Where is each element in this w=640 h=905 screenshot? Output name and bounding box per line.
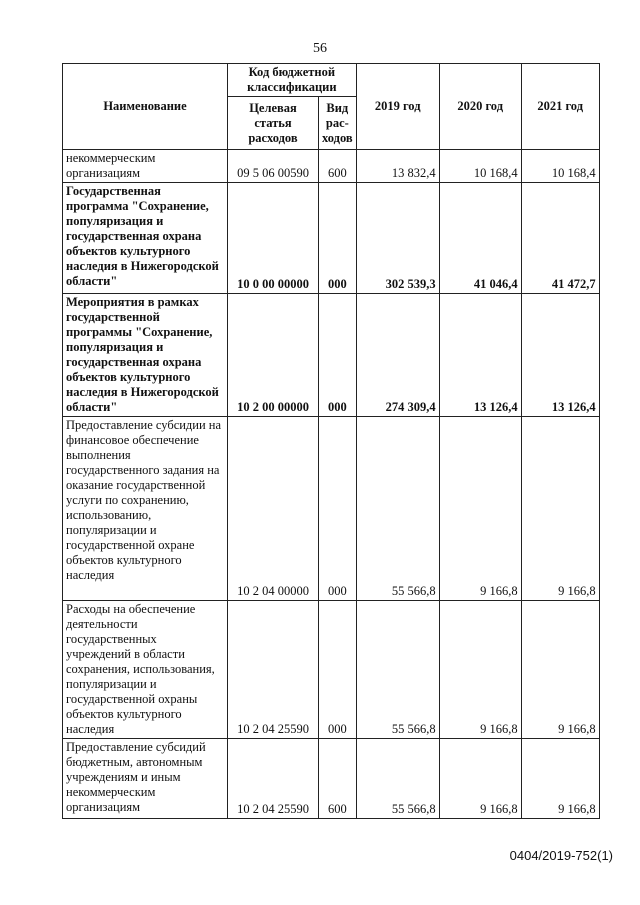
row-value-2021: 10 168,4	[521, 150, 599, 183]
table-row	[63, 739, 600, 819]
row-target-article: 10 0 00 00000	[228, 183, 319, 294]
header-expense-type: Вид рас-ходов	[319, 97, 357, 150]
table-row	[63, 294, 600, 417]
row-value-2021: 9 166,8	[521, 601, 599, 739]
row-value-2020: 10 168,4	[439, 150, 521, 183]
row-target-article: 10 2 04 25590	[228, 601, 319, 739]
row-value-2020: 9 166,8	[439, 739, 521, 819]
row-name: Государственная программа "Сохранение, популяризация и государственная охрана объектов культурного наследия в Нижегородской области"	[63, 183, 228, 294]
header-target-article: Целевая статья расходов	[228, 97, 319, 150]
row-value-2019: 55 566,8	[356, 601, 439, 739]
row-value-2019: 55 566,8	[356, 739, 439, 819]
header-2021: 2021 год	[521, 64, 599, 150]
page-number: 56	[313, 41, 327, 56]
row-value-2019: 302 539,3	[356, 183, 439, 294]
row-name: Расходы на обеспечение деятельности государственных учреждений в области сохранения, использования, популяризации и государственной охраны объектов культурного наследия	[63, 601, 228, 739]
row-expense-type: 600	[319, 739, 357, 819]
budget-table	[62, 63, 600, 819]
row-expense-type: 600	[319, 150, 357, 183]
row-target-article: 10 2 04 25590	[228, 739, 319, 819]
table-row	[63, 183, 600, 294]
row-value-2021: 41 472,7	[521, 183, 599, 294]
row-target-article: 09 5 06 00590	[228, 150, 319, 183]
row-value-2021: 9 166,8	[521, 739, 599, 819]
header-name: Наименование	[63, 64, 228, 150]
row-value-2021: 9 166,8	[521, 417, 599, 601]
row-name: Предоставление субсидий бюджетным, автономным учреждениям и иным некоммерческим организациям	[63, 739, 228, 819]
row-value-2019: 55 566,8	[356, 417, 439, 601]
row-value-2021: 13 126,4	[521, 294, 599, 417]
row-name: Предоставление субсидии на финансовое обеспечение выполнения государственного задания на оказание государственной услуги по сохранению, использованию, популяризации и государственной охране объектов культурного наследия	[63, 417, 228, 601]
row-value-2019: 274 309,4	[356, 294, 439, 417]
header-2020: 2020 год	[439, 64, 521, 150]
row-value-2020: 9 166,8	[439, 417, 521, 601]
row-expense-type: 000	[319, 601, 357, 739]
row-value-2020: 41 046,4	[439, 183, 521, 294]
row-expense-type: 000	[319, 417, 357, 601]
header-2019: 2019 год	[356, 64, 439, 150]
table-header	[63, 64, 600, 150]
table-row	[63, 601, 600, 739]
row-value-2019: 13 832,4	[356, 150, 439, 183]
document-number: 0404/2019-752(1)	[509, 848, 613, 863]
row-target-article: 10 2 04 00000	[228, 417, 319, 601]
table-row	[63, 417, 600, 601]
row-expense-type: 000	[319, 294, 357, 417]
row-target-article: 10 2 00 00000	[228, 294, 319, 417]
table-row	[63, 150, 600, 183]
row-name: некоммерческим организациям	[63, 150, 228, 183]
row-value-2020: 13 126,4	[439, 294, 521, 417]
row-expense-type: 000	[319, 183, 357, 294]
row-value-2020: 9 166,8	[439, 601, 521, 739]
row-name: Мероприятия в рамках государственной программы "Сохранение, популяризация и государственная охрана объектов культурного наследия в Нижегородской области"	[63, 294, 228, 417]
header-code-group: Код бюджетной классификации	[228, 64, 357, 97]
